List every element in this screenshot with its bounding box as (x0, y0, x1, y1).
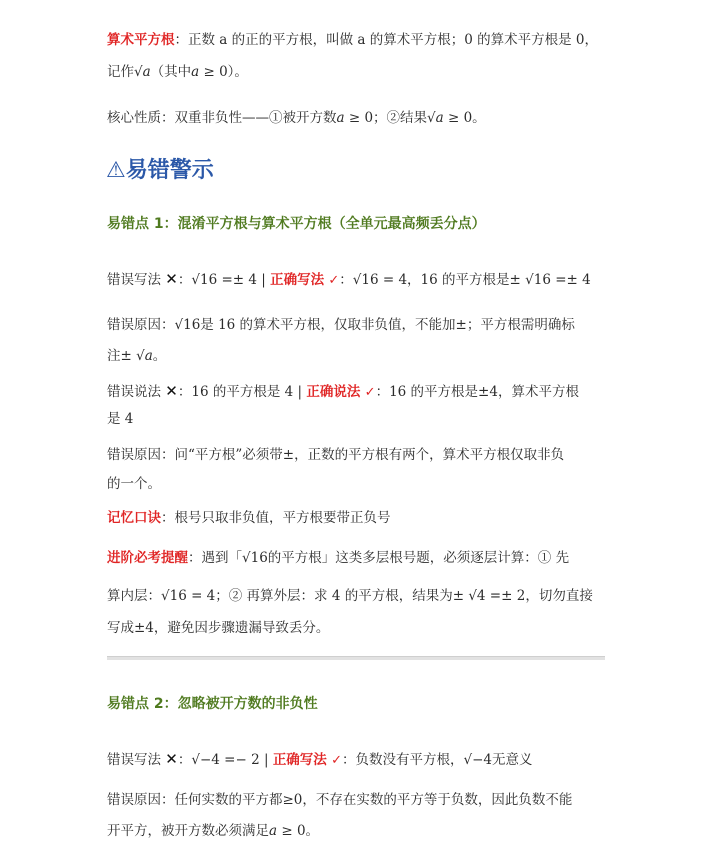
check-icon: ✓ (328, 273, 340, 288)
mistake-point-2-heading: 易错点 2：忽略被开方数的非负性 (107, 696, 318, 712)
p1-correct-writing-text: ：√16 = 4，16 的平方根是± √16 =± 4 (339, 272, 591, 288)
core-property: 核心性质：双重非负性——①被开方数𝑎 ≥ 0；②结果√𝑎 ≥ 0。 (107, 110, 486, 126)
check-icon: ✓ (331, 753, 343, 768)
p1-reason-2-line-2: 的一个。 (107, 476, 161, 492)
p1-correct-writing-label: 正确写法 (270, 272, 325, 288)
p2-wrong-writing-prefix: 错误写法 (107, 752, 166, 768)
p1-correct-saying-text: ：16 的平方根是±4，算术平方根 (375, 384, 579, 400)
p1-reason-1-line-2: 注± √𝑎。 (107, 348, 167, 364)
p2-correct-writing-text: ：负数没有平方根，√−4无意义 (342, 752, 533, 768)
definition-line-1 (107, 24, 607, 56)
p1-wrong-writing (107, 263, 607, 297)
p2-wrong-writing-text: ：√−4 =− 2 | (177, 752, 269, 768)
cross-icon: ✕ (165, 270, 178, 288)
definition-line-2: 记作√𝑎（其中𝑎 ≥ 0）。 (107, 64, 248, 80)
p1-correct-saying-line-2: 是 4 (107, 411, 134, 427)
definition-text: ：正数 a 的正的平方根，叫做 a 的算术平方根；0 的算术平方根是 0， (174, 32, 599, 48)
advanced-reminder-label: 进阶必考提醒 (107, 550, 188, 566)
warning-heading-title: 易错警示 (125, 158, 214, 183)
cross-icon: ✕ (165, 382, 178, 400)
cross-icon: ✕ (165, 750, 178, 768)
p1-wrong-writing-text: ：√16 =± 4 | (177, 272, 266, 288)
p1-reason-1-line-1: 错误原因：√16是 16 的算术平方根，仅取非负值，不能加±；平方根需明确标 (107, 317, 575, 333)
p2-reason-line-1: 错误原因：任何实数的平方都≥0，不存在实数的平方等于负数，因此负数不能 (107, 792, 573, 808)
definition-term: 算术平方根 (107, 32, 175, 48)
section-divider (107, 656, 605, 660)
p1-wrong-saying-text: ：16 的平方根是 4 | (177, 384, 303, 400)
p2-wrong-writing (107, 743, 607, 777)
memory-tip-label: 记忆口诀 (107, 510, 161, 526)
p1-wrong-writing-prefix: 错误写法 (107, 272, 166, 288)
warning-icon: ⚠ (106, 158, 126, 183)
warning-heading (106, 156, 214, 186)
advanced-reminder-line-2: 算内层：√16 = 4；② 再算外层：求 4 的平方根，结果为± √4 =± 2，切勿直接 (107, 588, 593, 604)
p1-wrong-saying-prefix: 错误说法 (107, 384, 166, 400)
advanced-reminder-line-1 (107, 542, 607, 574)
memory-tip (107, 502, 607, 534)
check-icon: ✓ (364, 385, 376, 400)
p1-reason-2-line-1: 错误原因：问“平方根”必须带±，正数的平方根有两个，算术平方根仅取非负 (107, 447, 565, 463)
advanced-reminder-line-3: 写成±4，避免因步骤遗漏导致丢分。 (107, 620, 330, 636)
p2-correct-writing-label: 正确写法 (272, 752, 327, 768)
mistake-point-1-heading: 易错点 1：混淆平方根与算术平方根（全单元最高频丢分点） (107, 216, 486, 232)
p2-reason-line-2: 开平方，被开方数必须满足𝑎 ≥ 0。 (107, 823, 320, 839)
p1-correct-saying-label: 正确说法 (306, 384, 361, 400)
advanced-reminder-text: ：遇到「√16的平方根」这类多层根号题，必须逐层计算：① 先 (188, 550, 570, 566)
memory-tip-text: ：根号只取非负值，平方根要带正负号 (161, 510, 391, 526)
